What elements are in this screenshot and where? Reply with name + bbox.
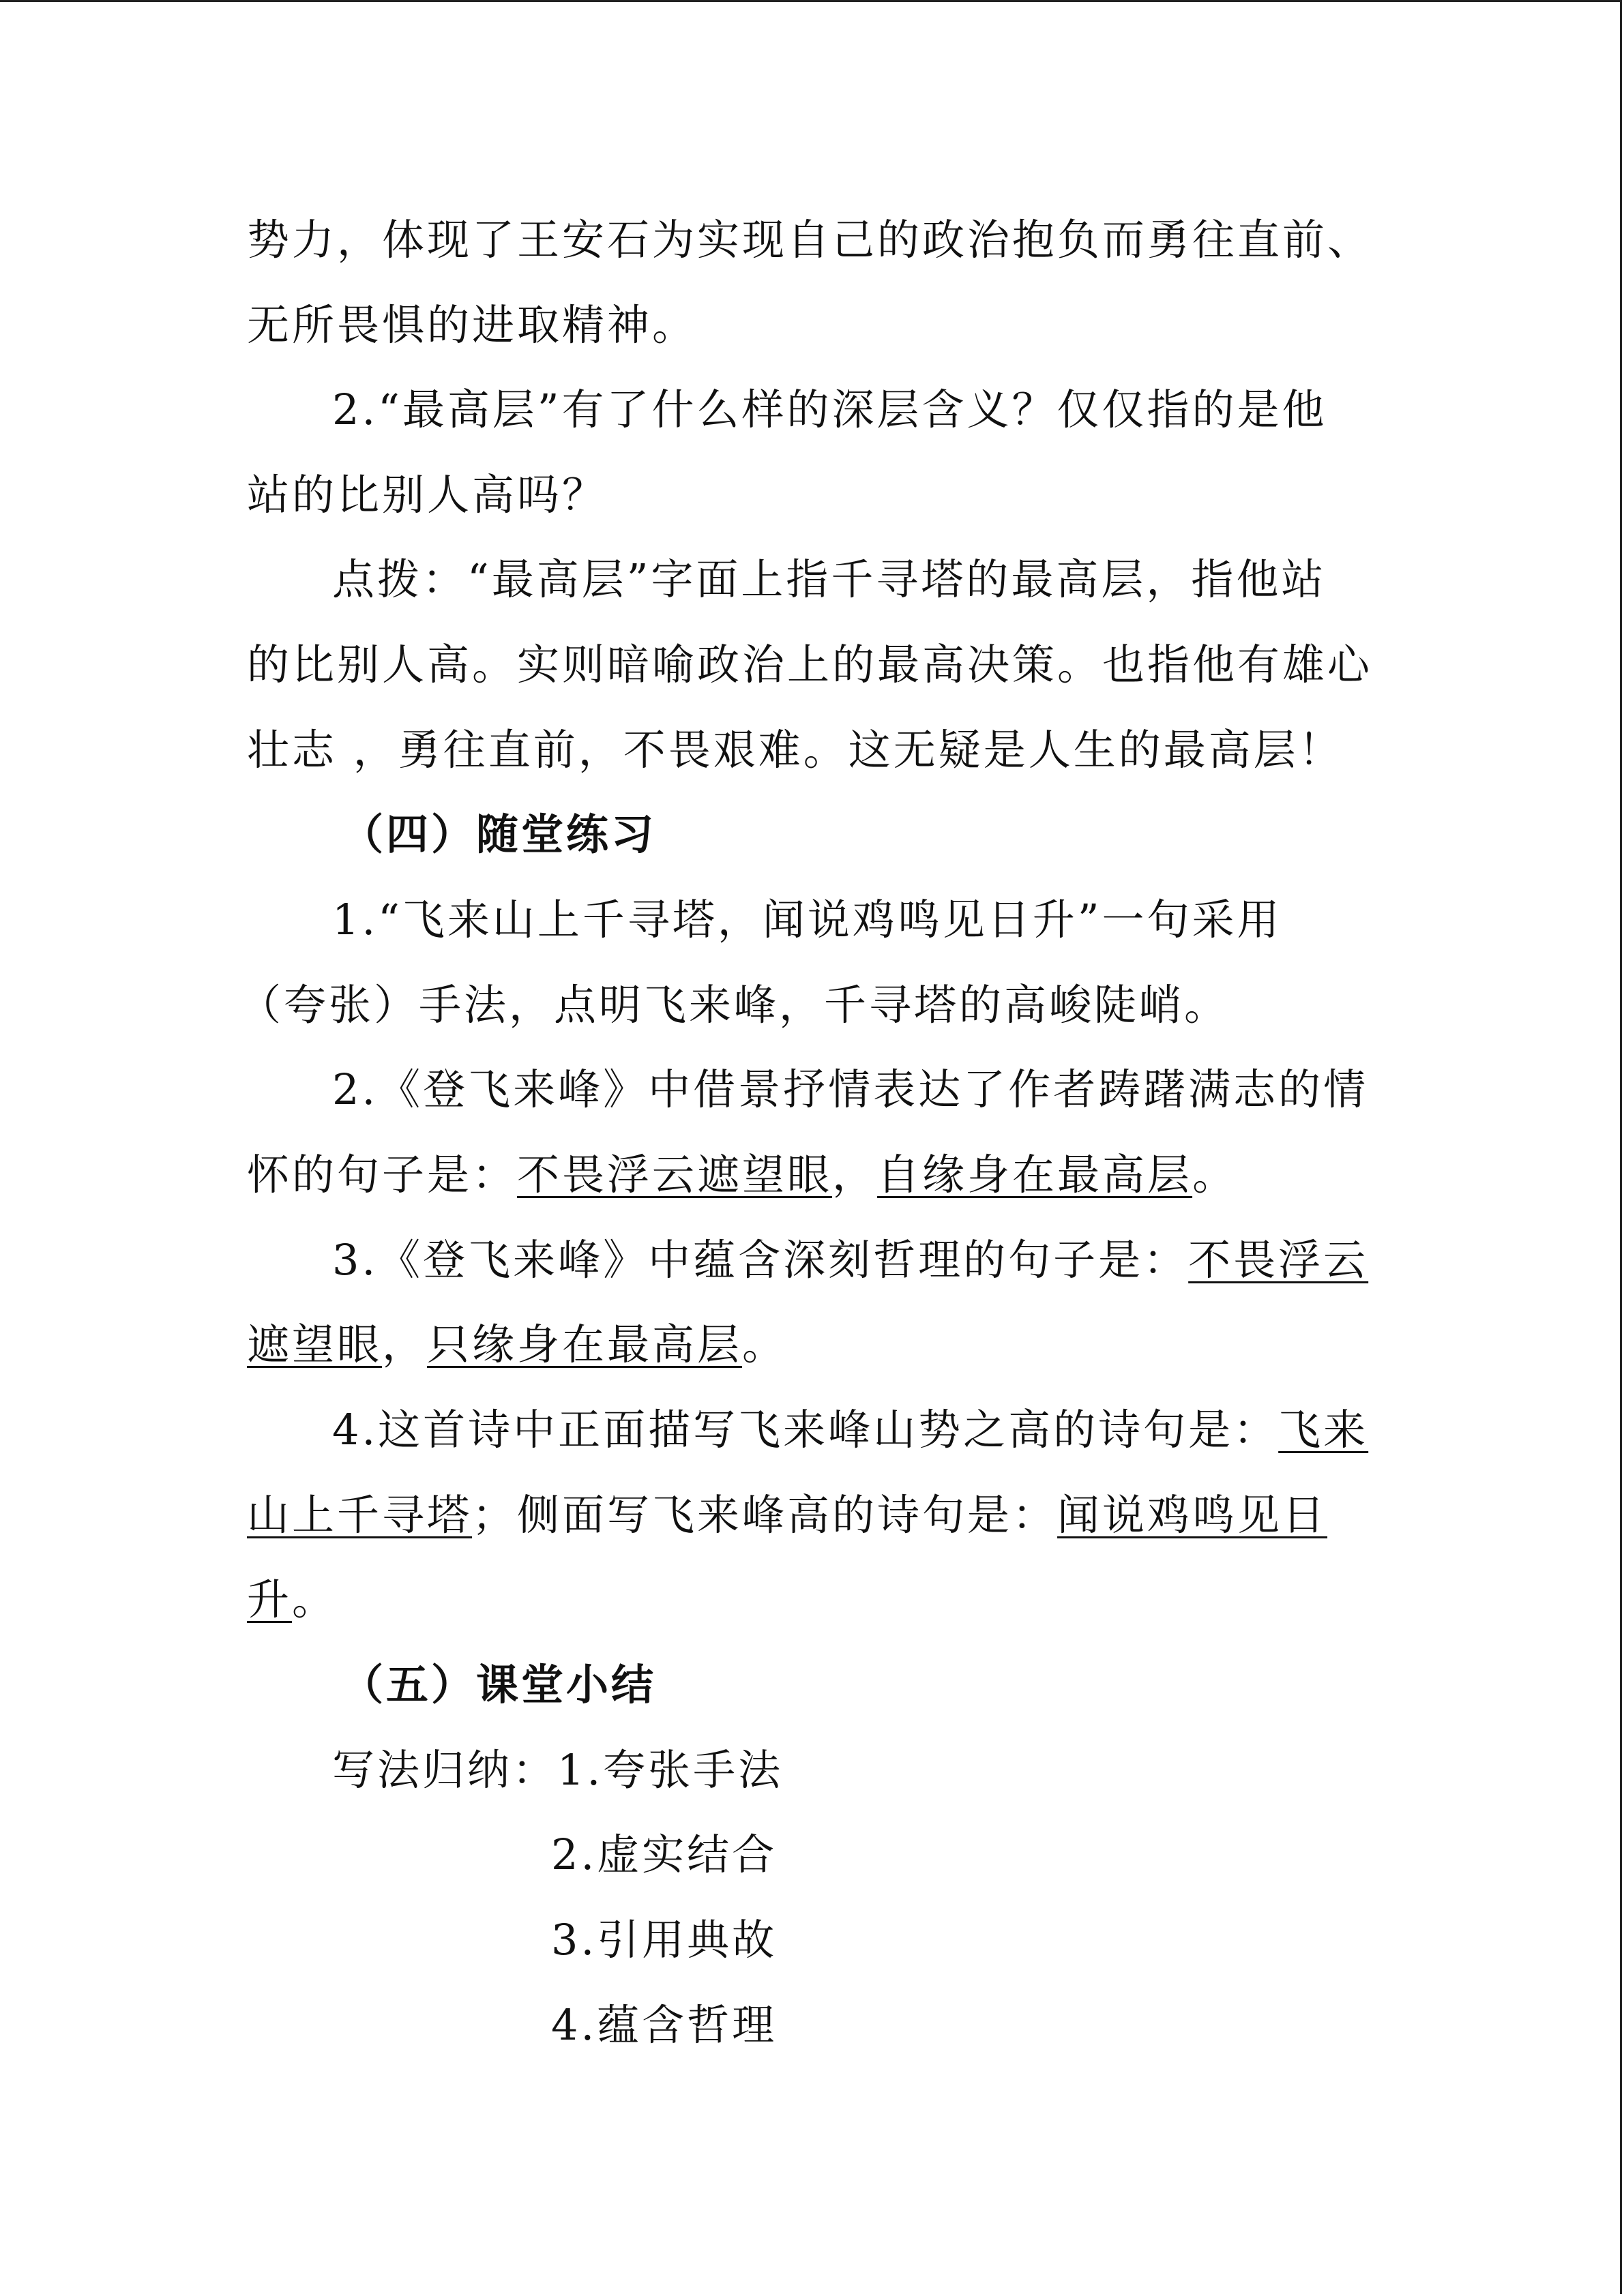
punctuation: 。 bbox=[292, 1575, 338, 1624]
exercise-4-line bbox=[247, 1488, 1327, 1542]
exercise-3-line bbox=[332, 1233, 1368, 1287]
punctuation: 。 bbox=[1192, 1150, 1238, 1199]
exercise-4-prefix: 4.这首诗中正面描写飞来峰山势之高的诗句是： bbox=[332, 1405, 1279, 1455]
summary-item: 1.夸张手法 bbox=[557, 1745, 784, 1795]
answer-underlined: 不畏浮云 bbox=[1188, 1235, 1369, 1285]
question-line: 2.“最高层”有了什么样的深层含义？仅仅指的是他 bbox=[332, 385, 1327, 434]
punctuation: ， bbox=[832, 1150, 878, 1199]
exercise-4-line bbox=[332, 1403, 1368, 1457]
answer-underlined: 闻说鸡鸣见日 bbox=[1057, 1490, 1328, 1540]
hint-line: 的比别人高。实则暗喻政治上的最高决策。也指他有雄心 bbox=[247, 640, 1373, 689]
answer-underlined: 山上千寻塔 bbox=[247, 1490, 473, 1540]
answer-underlined: 遮望眼 bbox=[247, 1320, 383, 1369]
summary-line bbox=[332, 1743, 783, 1798]
answer-underlined: 只缘身在最高层 bbox=[427, 1320, 743, 1369]
answer-underlined: 不畏浮云遮望眼 bbox=[517, 1150, 833, 1199]
summary-item: 3.引用典故 bbox=[551, 1915, 778, 1965]
exercise-3-prefix: 3.《登飞来峰》中蕴含深刻哲理的句子是： bbox=[332, 1235, 1189, 1285]
section-heading-practice: （四）随堂练习 bbox=[341, 809, 657, 859]
summary-item: 2.虚实结合 bbox=[551, 1830, 778, 1879]
answer-underlined: 自缘身在最高层 bbox=[877, 1150, 1193, 1199]
answer-underlined: 升 bbox=[247, 1575, 293, 1624]
exercise-2-prefix: 怀的句子是： bbox=[247, 1150, 518, 1199]
punctuation: 。 bbox=[742, 1320, 788, 1369]
summary-label: 写法归纳： bbox=[332, 1745, 558, 1795]
paragraph-line: 无所畏惧的进取精神。 bbox=[247, 300, 698, 350]
answer-underlined: 飞来 bbox=[1278, 1405, 1369, 1455]
section-heading-summary: （五）课堂小结 bbox=[341, 1660, 657, 1710]
exercise-2-line: 2.《登飞来峰》中借景抒情表达了作者踌躇满志的情 bbox=[332, 1064, 1369, 1114]
exercise-4-middle: ；侧面写飞来峰高的诗句是： bbox=[472, 1490, 1058, 1540]
exercise-3-line bbox=[247, 1317, 787, 1372]
exercise-1-line: （夸张）手法，点明飞来峰，千寻塔的高峻陡峭。 bbox=[239, 980, 1230, 1030]
summary-item: 4.蕴含哲理 bbox=[551, 2000, 778, 2050]
exercise-4-line bbox=[247, 1572, 337, 1627]
exercise-2-answer-line bbox=[247, 1148, 1237, 1202]
hint-line: 壮志 ，勇往直前，不畏艰难。这无疑是人生的最高层！ bbox=[247, 725, 1344, 775]
paragraph-line: 势力，体现了王安石为实现自己的政治抱负而勇往直前、 bbox=[247, 215, 1373, 265]
question-line: 站的比别人高吗？ bbox=[247, 470, 608, 520]
hint-line: 点拨：“最高层”字面上指千寻塔的最高层，指他站 bbox=[332, 554, 1327, 604]
punctuation: ， bbox=[382, 1320, 428, 1369]
exercise-1-line: 1.“飞来山上千寻塔，闻说鸡鸣见日升”一句采用 bbox=[332, 895, 1282, 944]
